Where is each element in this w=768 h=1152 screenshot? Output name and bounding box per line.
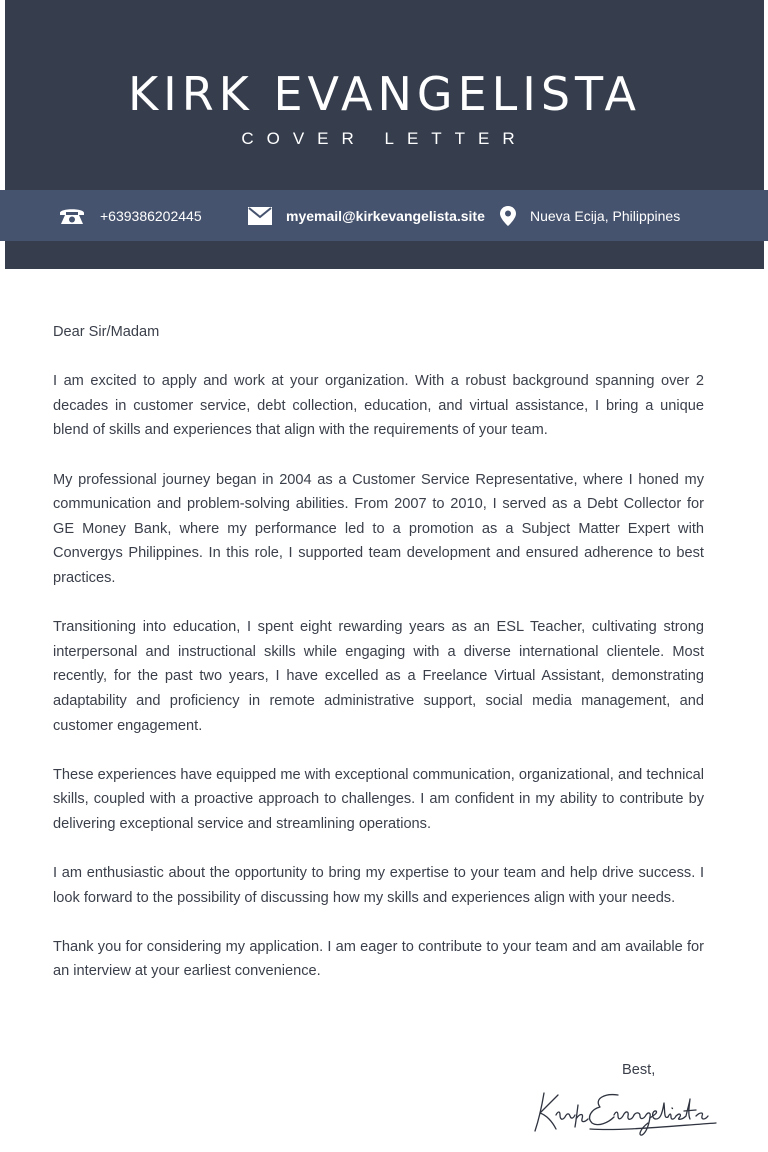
letter-paragraph: These experiences have equipped me with exceptional communication, organizational, and technical skills, coupled with a proactive approach to challenges. I am confident in my ability to contribute by delivering exceptional service and streamlining operations. [53,766,704,832]
contact-phone [58,190,202,241]
letter-paragraph: My professional journey began in 2004 as a Customer Service Representative, where I honed my communication and problem-solving abilities. From 2007 to 2010, I served as a Debt Collector for GE Money Bank, where my performance led to a promotion as a Subject Matter Expert with Convergys Philippines. In this role, I supported team development and ensured adherence to best practices. [53,471,704,586]
contact-email [248,190,485,241]
email-address: myemail@kirkevangelista.site [286,207,485,224]
contact-bar [0,190,768,241]
letter-paragraph: Thank you for considering my application. I am eager to contribute to your team and am available for an interview at your earliest convenience. [53,938,704,980]
closing-text: Best, [622,1062,656,1078]
applicant-name: KIRK EVANGELISTA [127,67,642,121]
letter-paragraph: I am excited to apply and work at your organization. With a robust background spanning over 2 decades in customer service, debt collection, education, and virtual assistance, I bring a unique blend of skills and experiences that align with the requirements of your team. [53,373,704,439]
handwritten-signature [530,1085,720,1140]
map-pin-icon [500,206,516,226]
contact-location [500,190,680,241]
envelope-icon [248,207,272,225]
letter-paragraph: I am enthusiastic about the opportunity to bring my expertise to your team and help drive success. I look forward to the possibility of discussing how my skills and experiences align with your needs. [53,865,704,906]
phone-icon [58,206,86,226]
salutation: Dear Sir/Madam [53,324,160,340]
phone-number: +639386202445 [100,207,202,224]
letter-paragraph: Transitioning into education, I spent eight rewarding years as an ESL Teacher, cultivating strong interpersonal and instructional skills while engaging with a diverse international clientele. Most recently, for the past two years, I have excelled as a Freelance Virtual Assistant, demonstrating adaptability and proficiency in remote administrative support, social media management, and customer engagement. [53,619,704,734]
letter-body [53,320,704,1009]
document-subtitle: COVER LETTER [241,129,528,148]
location-text: Nueva Ecija, Philippines [530,207,681,224]
